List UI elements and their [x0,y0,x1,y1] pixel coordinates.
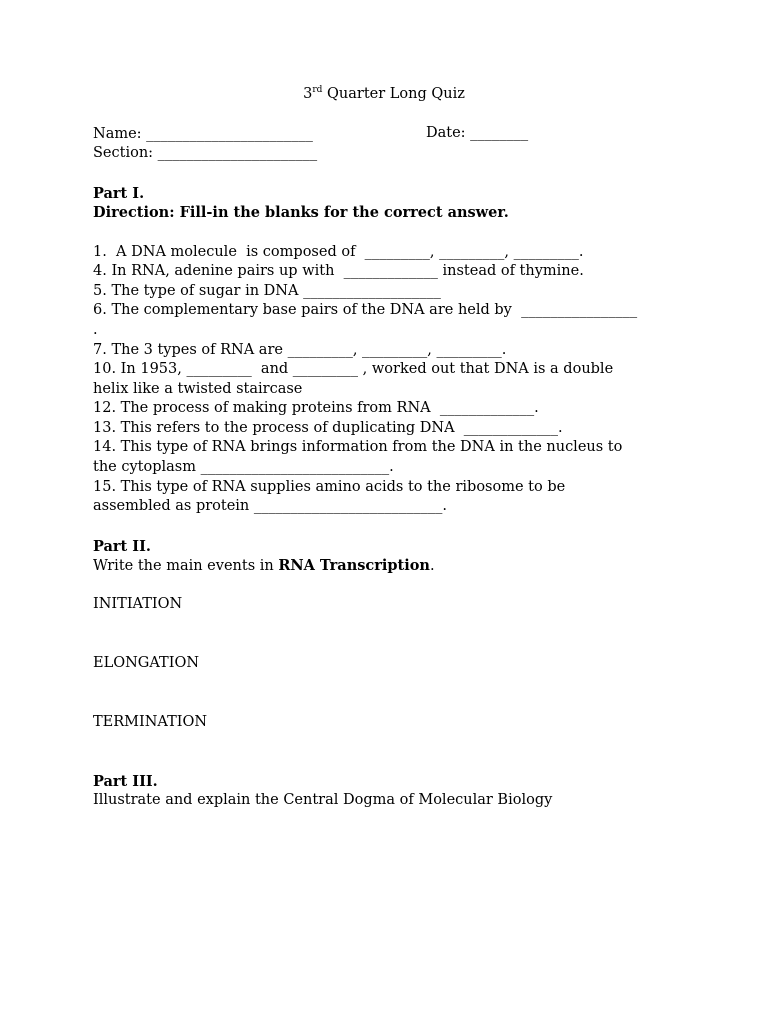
question-item: the cytoplasm __________________________. [93,459,394,475]
title-superscript: rd [312,85,323,95]
part1-direction: Direction: Fill-in the blanks for the correct answer. [93,204,509,221]
date-field-line: Date: ________ [426,125,529,141]
question-item: . [93,322,98,338]
question-item: 14. This type of RNA brings information from the DNA in the nucleus to [93,439,623,455]
part2-instruction [93,556,435,577]
stage-termination: TERMINATION [93,714,208,730]
question-item: assembled as protein __________________________. [93,498,447,514]
part3-instruction: Illustrate and explain the Central Dogma of Molecular Biology [93,792,553,808]
part2-instruction-bold: RNA Transcription [278,557,430,574]
part2-instruction-prefix: Write the main events in [93,558,279,574]
question-item: helix like a twisted staircase [93,381,303,397]
stage-initiation: INITIATION [93,596,183,612]
title-rest: Quarter Long Quiz [322,86,465,102]
part3-heading: Part III. [93,773,158,790]
part2-heading: Part II. [93,538,151,555]
question-item: 1. A DNA molecule is composed of _________, _________, _________. [93,244,584,260]
stage-elongation: ELONGATION [93,655,200,671]
question-item: 7. The 3 types of RNA are _________, _________, _________. [93,342,507,358]
title-prefix: 3 [303,86,313,102]
part2-instruction-suffix: . [429,558,435,574]
question-item: 4. In RNA, adenine pairs up with _____________ instead of thymine. [93,263,584,279]
name-field-line: Name: _______________________ [93,126,313,142]
question-item: 15. This type of RNA supplies amino acids to the ribosome to be [93,479,566,495]
question-item: 10. In 1953, _________ and _________ , worked out that DNA is a double [93,361,614,377]
question-item: 12. The process of making proteins from RNA _____________. [93,400,539,416]
section-field-line: Section: ______________________ [93,145,318,161]
part1-heading: Part I. [93,185,145,202]
question-item: 13. This refers to the process of duplicating DNA _____________. [93,420,563,436]
question-item: 6. The complementary base pairs of the DNA are held by ________________ [93,302,638,318]
quiz-title [0,86,768,102]
question-item: 5. The type of sugar in DNA ___________________ [93,283,441,299]
